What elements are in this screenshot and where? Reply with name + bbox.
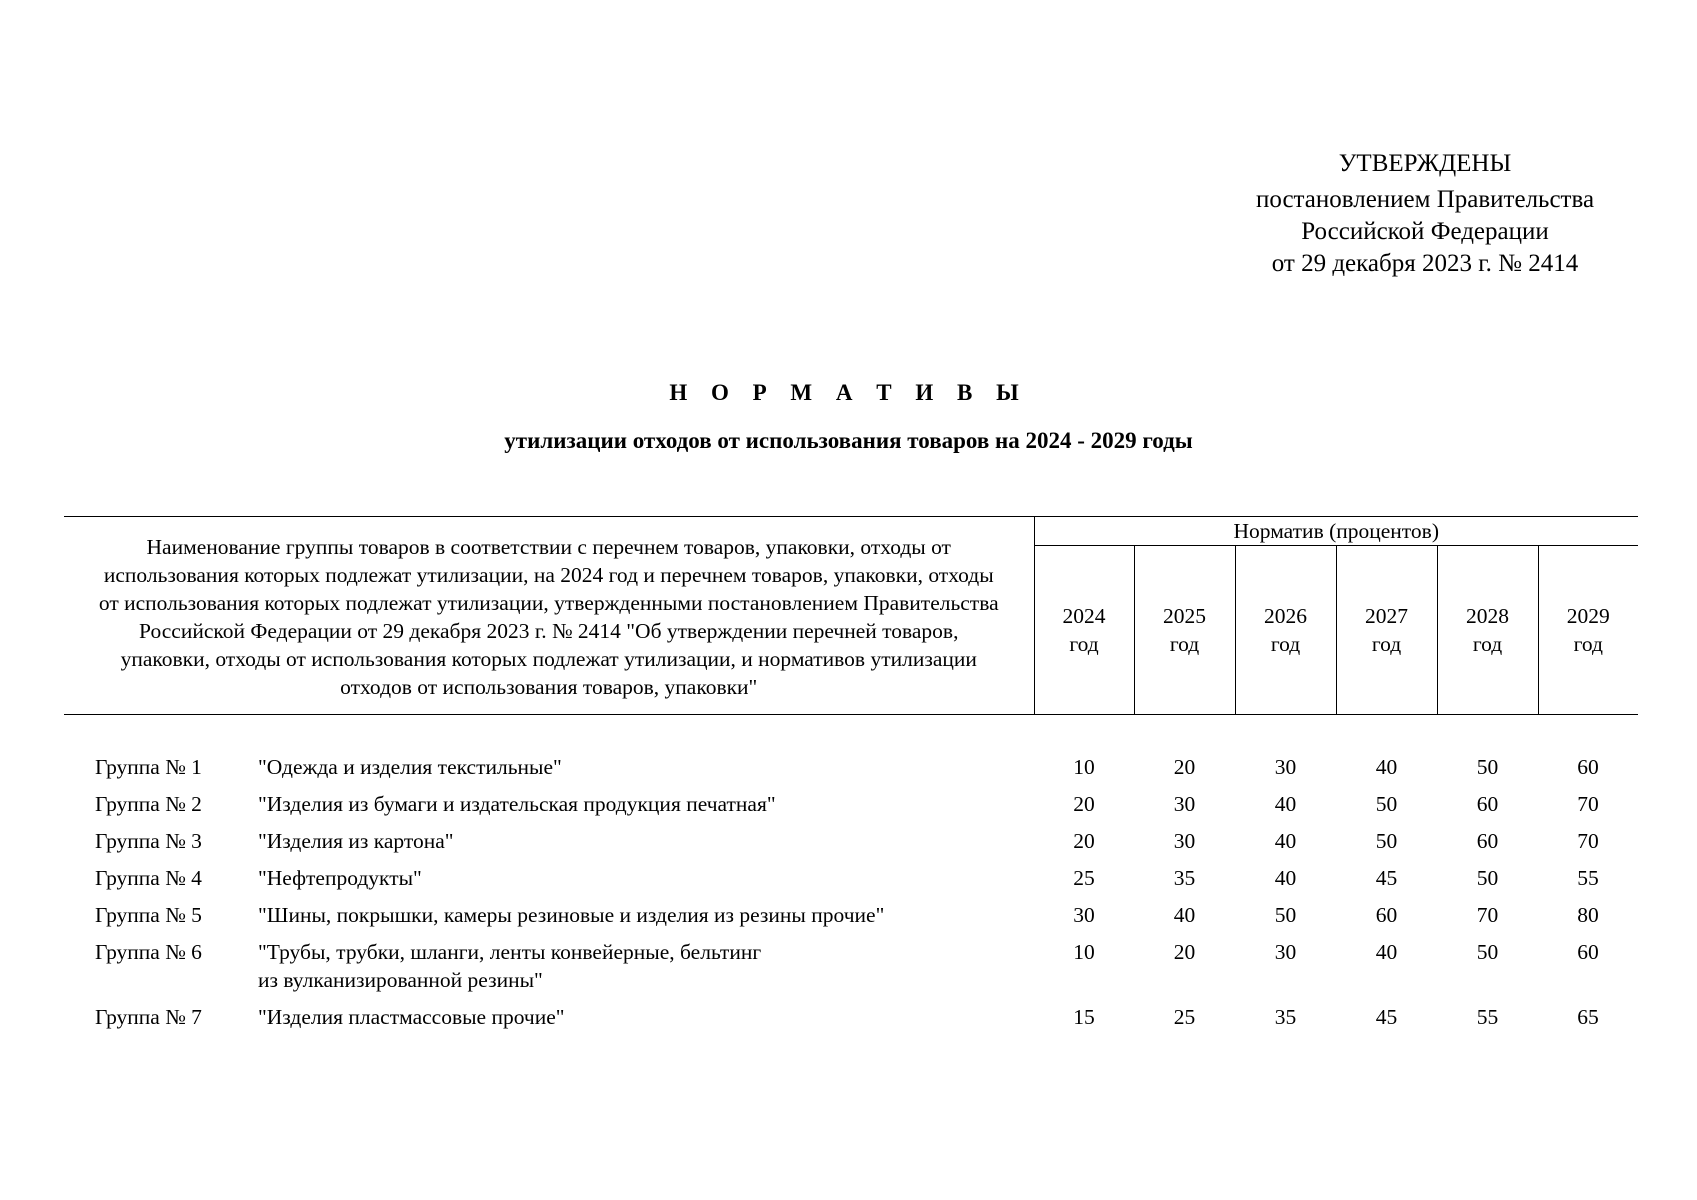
norm-value: 60 [1476,829,1499,853]
year-header-2026 [1235,546,1336,715]
group-cell [64,933,1034,998]
year-unit: год [1371,632,1402,656]
norm-value: 20 [1073,829,1095,853]
group-description-line: "Нефтепродукты" [258,866,422,890]
norm-value: 65 [1577,1005,1599,1029]
norm-value: 40 [1274,792,1297,816]
norm-value: 50 [1274,903,1297,927]
approval-line-2: Российской Федерации [1301,218,1549,245]
norm-value: 70 [1577,829,1599,853]
norm-header: Норматив (процентов) [1034,517,1638,546]
norm-value: 80 [1577,903,1599,927]
year-label: 2029 [1566,604,1610,628]
norm-value: 60 [1375,903,1398,927]
norm-value: 55 [1476,1005,1499,1029]
year-header-2027 [1336,546,1437,715]
norm-value: 10 [1073,755,1095,779]
group-cell [64,822,1034,859]
norm-value: 30 [1173,829,1196,853]
group-description-line: "Одежда и изделия текстильные" [258,755,562,779]
approval-line-3: от 29 декабря 2023 г. № 2414 [1271,250,1579,277]
norm-value: 20 [1073,792,1095,816]
table-row [64,998,1638,1035]
group-description-line: "Изделия пластмассовые прочие" [258,1005,565,1029]
year-label: 2027 [1365,604,1408,628]
table-row [64,933,1638,998]
norm-value: 45 [1375,866,1398,890]
norm-value: 60 [1476,792,1499,816]
norm-value: 30 [1274,755,1297,779]
year-unit: год [1573,632,1603,656]
group-number: Группа № 1 [95,755,202,779]
norm-value: 40 [1274,829,1297,853]
norm-value: 45 [1375,1005,1398,1029]
group-description-line: "Трубы, трубки, шланги, ленты конвейерные, бельтинг [258,940,762,964]
norm-value: 40 [1274,866,1297,890]
norm-value: 30 [1173,792,1196,816]
table-row [64,896,1638,933]
norm-value: 50 [1476,940,1499,964]
group-description [258,864,422,892]
norm-value: 60 [1577,940,1599,964]
group-description [258,901,884,929]
year-header-2024 [1034,546,1134,715]
norm-value: 55 [1577,866,1599,890]
table-row [64,748,1638,785]
year-label: 2028 [1466,604,1509,628]
norm-value: 35 [1274,1005,1297,1029]
table-row [64,785,1638,822]
norm-value: 35 [1173,866,1196,890]
group-description-line: из вулканизированной резины" [258,968,543,992]
norm-value: 25 [1173,1005,1196,1029]
norm-value: 70 [1577,792,1599,816]
document-subtitle: утилизации отходов от использования товаров на 2024 - 2029 годы [504,428,1193,453]
year-unit: год [1169,632,1200,656]
group-cell [64,859,1034,896]
norm-value: 50 [1375,829,1398,853]
approval-block [1190,148,1660,280]
norm-value: 40 [1375,940,1398,964]
group-description-line: "Изделия из картона" [258,829,454,853]
year-label: 2025 [1163,604,1206,628]
norm-value: 50 [1476,866,1499,890]
year-unit: год [1069,632,1099,656]
group-number: Группа № 4 [95,866,202,890]
table-row [64,859,1638,896]
group-description-line: "Шины, покрышки, камеры резиновые и изделия из резины прочие" [258,903,885,927]
norm-value: 20 [1173,755,1196,779]
norm-value: 30 [1073,903,1095,927]
year-label: 2024 [1062,604,1106,628]
norm-value: 25 [1073,866,1095,890]
year-header-2028 [1437,546,1538,715]
norm-value: 70 [1476,903,1499,927]
year-header-2025 [1134,546,1235,715]
group-number: Группа № 5 [95,903,202,927]
document-title: Н О Р М А Т И В Ы [669,380,1028,405]
group-description [258,790,776,818]
norm-value: 50 [1375,792,1398,816]
norm-value: 40 [1375,755,1398,779]
year-unit: год [1472,632,1503,656]
norm-value: 60 [1577,755,1599,779]
norm-value: 30 [1274,940,1297,964]
group-description [258,827,454,855]
approval-heading: УТВЕРЖДЕНЫ [1338,150,1512,177]
group-number: Группа № 6 [95,940,202,964]
group-description [258,938,761,994]
year-header-2029 [1538,546,1638,715]
group-number: Группа № 3 [95,829,202,853]
norm-value: 10 [1073,940,1095,964]
norm-value: 20 [1173,940,1196,964]
approval-line-1: постановлением Правительства [1255,186,1595,213]
group-description [258,753,562,781]
group-cell [64,748,1034,785]
group-description [258,1003,565,1031]
group-number: Группа № 7 [95,1005,202,1029]
group-number: Группа № 2 [95,792,202,816]
norms-table [64,516,1638,1035]
group-cell [64,785,1034,822]
table-row [64,822,1638,859]
group-cell [64,998,1034,1035]
norm-value: 15 [1073,1005,1095,1029]
norm-value: 40 [1173,903,1196,927]
group-cell [64,896,1034,933]
group-description-line: "Изделия из бумаги и издательская продукция печатная" [258,792,776,816]
year-label: 2026 [1264,604,1307,628]
group-name-header: Наименование группы товаров в соответствии с перечнем товаров, упаковки, отходы от использования которых подлежат утилизации, на 2024 год и перечнем товаров, упаковки, отходы от использования которых подлежат утилизации, утвержденными постановлением Правительства Российской Федерации от 29 декабря 2023 г. № 2414 "Об утверждении перечней товаров, упаковки, отходы от использования которых подлежат утилизации, и нормативов утилизации отходов от использования товаров, упаковки" [64,517,1034,715]
norm-value: 50 [1476,755,1499,779]
norms-table-body [64,715,1638,1036]
year-unit: год [1270,632,1301,656]
